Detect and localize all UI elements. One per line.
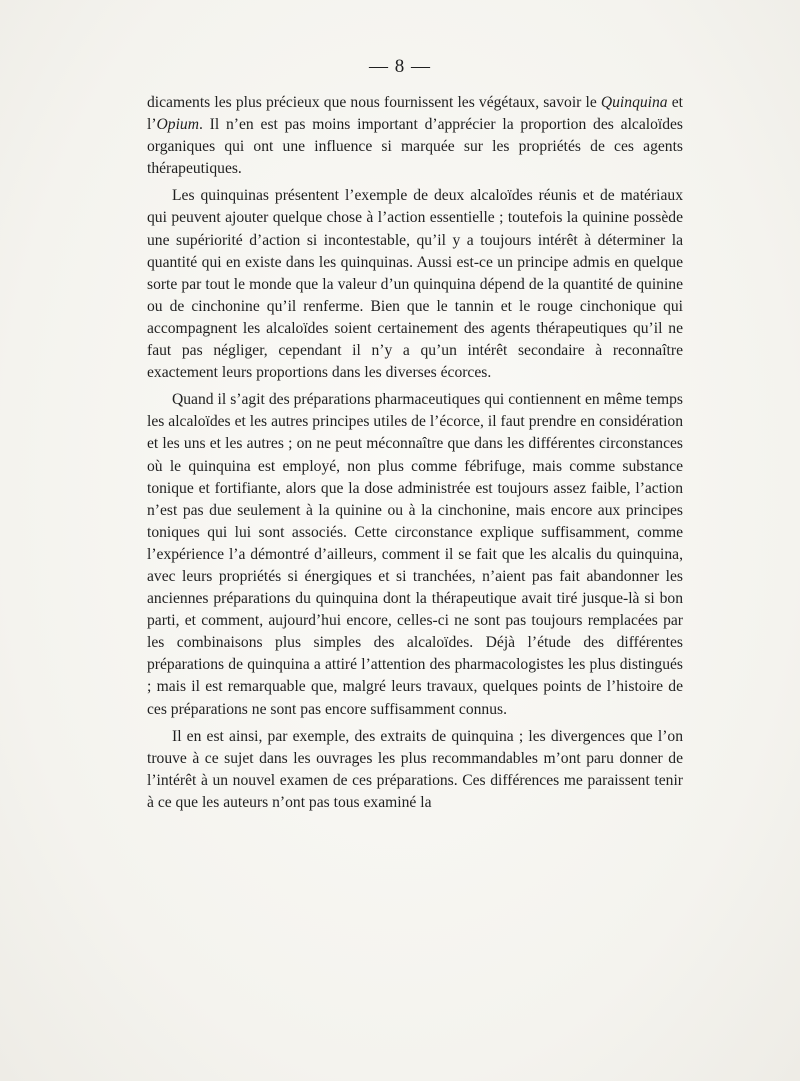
paragraph-3: Quand il s’agit des préparations pharmaceutiques qui contiennent en même temps les alcaloïdes et les autres principes utiles de l’écorce, il faut prendre en considération et les uns et les autres ; on ne peut méconnaître que dans les différentes circonstances où le quinquina est employé, non plus comme fébrifuge, mais comme substance tonique et fortifiante, alors que la dose administrée est toujours assez faible, l’action n’est pas due seulement à la quinine ou à la cinchonine, mais encore aux principes toniques qui lui sont associés. Cette circonstance explique suffisamment, comme l’expérience l’a démontré d’ailleurs, comment il se fait que les alcalis du quinquina, avec leurs propriétés si énergiques et si tranchées, n’aient pas fait abandonner les anciennes préparations du quinquina dont la thérapeutique avait tiré jusque-là si bon parti, et comment, aujourd’hui encore, celles-ci ne sont pas toujours remplacées par les combinaisons plus simples des alcaloïdes. Déjà l’étude des différentes préparations de quinquina a attiré l’attention des pharmacologistes les plus distingués ; mais il est remarquable que, malgré leurs travaux, quelques points de l’histoire de ces préparations ne sont pas encore suffisamment connus. xyxy=(147,391,683,718)
italic-term: Opium xyxy=(156,116,199,134)
page-number: — 8 — xyxy=(369,56,431,77)
body-text xyxy=(147,92,683,819)
italic-term: Quinquina xyxy=(600,94,668,111)
paragraph-2: Les quinquinas présentent l’exemple de deux alcaloïdes réunis et de matériaux qui peuvent ajouter quelque chose à l’action essentielle ; toutefois la quinine possède une supériorité d’action si incontestable, qu’il y a toujours intérêt à déterminer la quantité qui en existe dans les quinquinas. Aussi est-ce un principe admis en quelque sorte par tout le monde que la valeur d’un quinquina dépend de la quantité de quinine ou de cinchonine qu’il renferme. Bien que le tannin et le rouge cinchonique qui accompagnent les alcaloïdes soient certainement des agents thérapeutiques qu’il ne faut pas négliger, cependant il n’y a qu’un intérêt secondaire à reconnaître exactement leurs proportions dans les diverses écorces. xyxy=(147,187,683,382)
paragraph-4: Il en est ainsi, par exemple, des extraits de quinquina ; les divergences que l’on trouve à ce sujet dans les ouvrages les plus recommandables m’ont paru donner de l’intérêt à un nouvel examen de ces préparations. Ces différences me paraissent tenir à ce que les auteurs n’ont pas tous examiné la xyxy=(147,727,683,811)
paragraph-1: dicaments les plus précieux que nous fournissent les végétaux, savoir le Quinquina et l’Opium. Il n’en est pas moins important d’apprécier la proportion des alcaloïdes organiques qui ont une influence si marquée sur les propriétés de ces agents thérapeutiques. xyxy=(147,94,683,178)
